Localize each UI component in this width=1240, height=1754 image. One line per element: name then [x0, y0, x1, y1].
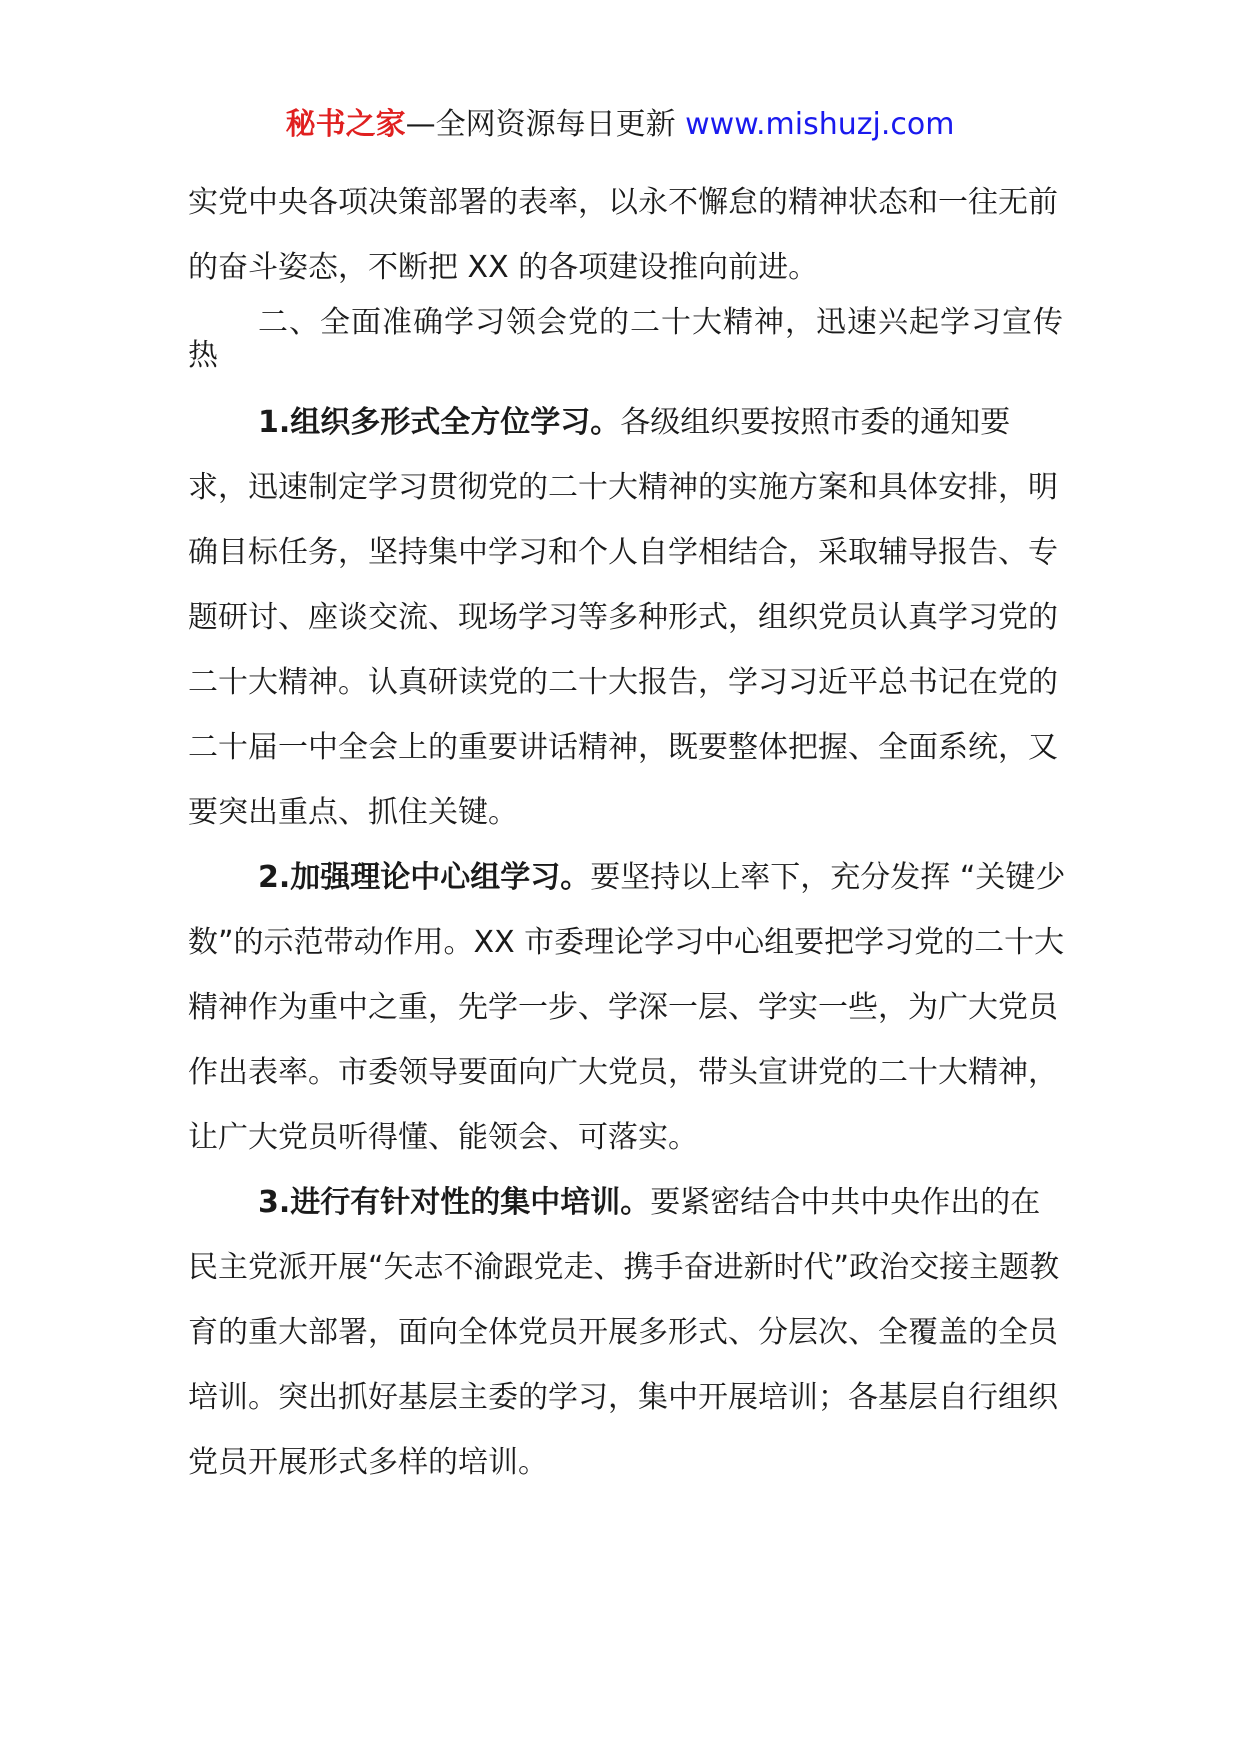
document-body: [188, 170, 1068, 1495]
paragraph-3-body: 要紧密结合中共中央作出的在民主党派开展“矢志不渝跟党走、携手奋进新时代”政治交接主题教育的重大部署，面向全体党员开展多形式、分层次、全覆盖的全员培训。突出抓好基层主委的学习，集中开展培训；各基层自行组织党员开展形式多样的培训。: [188, 1185, 1060, 1480]
paragraph-3-title: 3.进行有针对性的集中培训。: [258, 1185, 651, 1220]
paragraph-1: [188, 390, 1068, 845]
paragraph-1-body: 各级组织要按照市委的通知要求，迅速制定学习贯彻党的二十大精神的实施方案和具体安排，明确目标任务，坚持集中学习和个人自学相结合，采取辅导报告、专题研讨、座谈交流、现场学习等多种形式，组织党员认真学习党的二十大精神。认真研读党的二十大报告，学习习近平总书记在党的二十届一中全会上的重要讲话精神，既要整体把握、全面系统，又要突出重点、抓住关键。: [188, 405, 1058, 830]
paragraph-3: [188, 1170, 1068, 1495]
page-header: [0, 100, 1240, 150]
site-url-link[interactable]: www.mishuzj.com: [685, 107, 955, 142]
paragraph-2-body: 要坚持以上率下，充分发挥 “关键少数”的示范带动作用。XX 市委理论学习中心组要把学习党的二十大精神作为重中之重，先学一步、学深一层、学实一些，为广大党员作出表率。市委领导要面向广大党员，带头宣讲党的二十大精神，让广大党员听得懂、能领会、可落实。: [188, 860, 1066, 1155]
paragraph-2-title: 2.加强理论中心组学习。: [258, 860, 591, 895]
header-tagline: —全网资源每日更新: [405, 107, 686, 142]
paragraph-1-title: 1.组织多形式全方位学习。: [258, 405, 621, 440]
paragraph-2: [188, 845, 1068, 1170]
section-heading: 二、全面准确学习领会党的二十大精神，迅速兴起学习宣传热: [188, 305, 1064, 373]
continued-paragraph: 实党中央各项决策部署的表率，以永不懈怠的精神状态和一往无前的奋斗姿态，不断把 XX 的各项建设推向前进。: [188, 185, 1058, 285]
brand-name: 秘书之家: [285, 107, 406, 142]
